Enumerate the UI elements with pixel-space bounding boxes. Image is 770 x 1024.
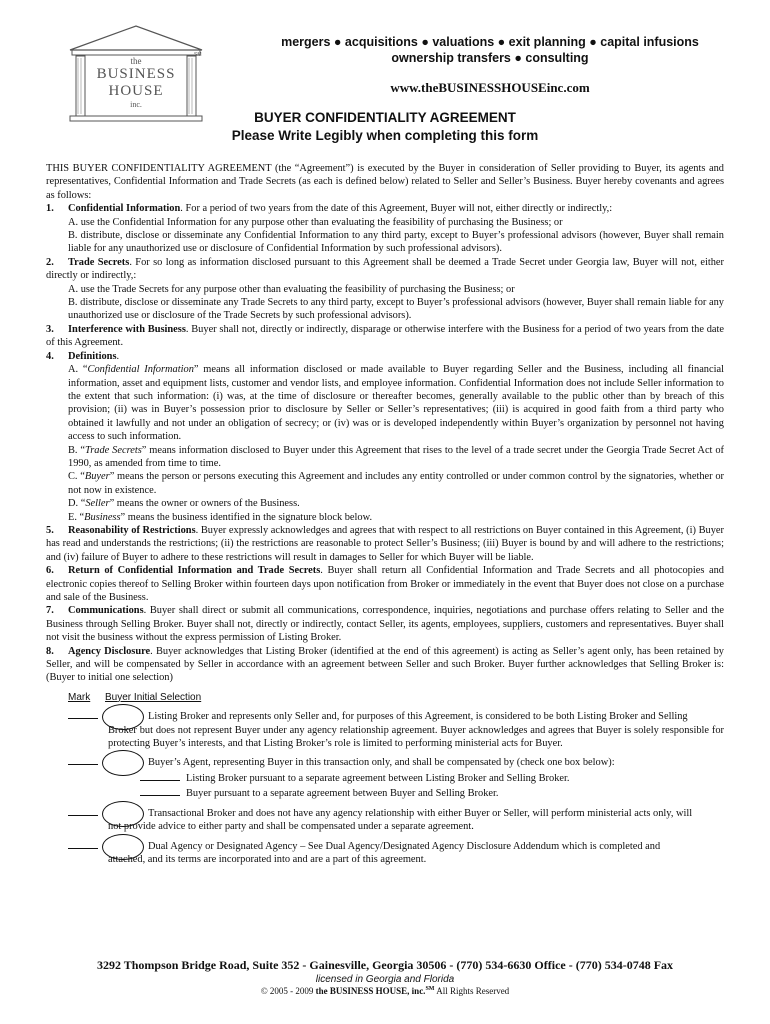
section-number: 3.: [46, 323, 54, 335]
section-number: 2.: [46, 256, 54, 268]
section-2: [46, 256, 724, 283]
suboption-text: Listing Broker pursuant to a separate agreement between Listing Broker and Selling Broker.: [186, 772, 570, 784]
agreement-body: [46, 162, 724, 866]
option-buyers-agent: [46, 756, 724, 769]
def-term: Business: [84, 511, 121, 523]
check-blank[interactable]: [140, 780, 180, 781]
copyright-sm: SM: [425, 986, 435, 992]
services-line-1: mergers ● acquisitions ● valuations ● exit planning ● capital infusions: [281, 35, 699, 49]
section-heading: Agency Disclosure: [68, 645, 151, 657]
definition-c: [46, 470, 724, 497]
def-prefix: C. “: [68, 471, 85, 483]
footer-address: 3292 Thompson Bridge Road, Suite 352 - Gainesville, Georgia 30506 - (770) 534-6630 Office - (770) 534-0748 Fax: [96, 958, 674, 972]
mark-blank[interactable]: [68, 848, 98, 849]
option-text-cont: not provide advice to either party and shall be compensated under a separate agreement.: [108, 821, 474, 833]
mark-blank[interactable]: [68, 815, 98, 816]
section-7: [46, 604, 724, 644]
def-text: ” means information disclosed to Buyer under this Agreement that rises to the level of a trade secret under the Georgia Trade Secret Act of 1990, as amended from time to time.: [68, 444, 724, 469]
footer-copyright: [0, 986, 770, 996]
def-text: ” means all information disclosed or made available to Buyer regarding Seller and the Business, including all financial information, asset and equipment lists, customer and vendor lists, and employee information. Confidential Information does not include Seller information to the extent that such information: (i) was, at the time of disclosure or thereafter becomes, generally available to the public other than by breach of this provision; (ii) was in Buyer’s possession prior to disclosure by Seller or Seller’s representatives; (iii) is acquired in good faith from a third party who obtained it lawfully and not under an obligation of secrecy; or (iv) was or is developed independently within Buyer’s organization by personnel not having access to such information.: [68, 364, 724, 443]
section-8: [46, 645, 724, 685]
section-text: . Buyer shall return all Confidential Information and Trade Secrets and all photocopies and electronic copies thereof to Selling Broker within fourteen days upon notification from Broker or immediately in the event that Buyer does not close on a purchase and sale of the Business.: [46, 565, 725, 603]
website-url[interactable]: www.theBUSINESSHOUSEinc.com: [390, 80, 590, 95]
section-2-b: B. distribute, disclose or disseminate any Trade Secrets to any third party, except to Buyer’s professional advisors (however, Buyer shall remain liable for any unauthorized use or disclosure of the Trade Secrets by such professional advisors).: [68, 297, 724, 322]
option-text: Dual Agency or Designated Agency – See Dual Agency/Designated Agency Disclosure Addendum which is completed and: [148, 840, 661, 852]
section-heading: Definitions: [68, 350, 117, 362]
section-1: [46, 202, 724, 215]
section-number: 8.: [46, 645, 54, 657]
section-1-b: B. distribute, disclose or disseminate any Confidential Information to any third party, except to Buyer’s professional advisors (however, Buyer shall remain liable for any unauthorized use or disclosure of Confidential Information by such professional advisors).: [68, 230, 724, 255]
option-transactional-broker: [46, 807, 724, 834]
section-heading: Interference with Business: [68, 323, 186, 335]
section-number: 6.: [46, 565, 54, 577]
section-number: 5.: [46, 524, 54, 536]
option-text: Listing Broker and represents only Seller and, for purposes of this Agreement, is considered to be both Listing Broker and Selling: [148, 711, 688, 723]
section-number: 7.: [46, 605, 54, 617]
logo-sm-mark: SM: [194, 52, 202, 58]
copyright-suffix: All Rights Reserved: [434, 986, 510, 996]
section-text: . Buyer expressly acknowledges and agrees that with respect to all restrictions on Buyer contained in this Agreement, (i) Buyer has read and understands the restrictions; (ii) the restrictions are reasonable to protect Seller’s Business; (iii) Buyer is bound by and will adhere to the restrictions; and (iv) failure of Buyer to adhere to these restrictions will result in damages to Seller for which Buyer will be liable.: [46, 524, 724, 563]
suboption-buyer: [46, 787, 724, 800]
def-prefix: A. “: [68, 364, 88, 376]
mark-blank[interactable]: [68, 764, 98, 765]
definition-d: [46, 497, 724, 510]
section-text: . Buyer shall not, directly or indirectly, disparage or otherwise interfere with the Business for a period of two years from the date of this Agreement.: [46, 323, 724, 349]
document-title: BUYER CONFIDENTIALITY AGREEMENT: [254, 110, 516, 125]
suboption-listing-broker: [46, 772, 724, 785]
services-line-2: ownership transfers ● consulting: [391, 51, 589, 65]
section-1-a: A. use the Confidential Information for any purpose other than evaluating the feasibility of purchasing the Business; or: [68, 216, 563, 228]
definition-e: [46, 511, 724, 524]
logo-text-business: BUSINESS: [96, 66, 176, 82]
section-4: 4. Definitions.: [46, 350, 120, 362]
option-text: Transactional Broker and does not have any agency relationship with either Buyer or Seller, will perform ministerial acts only, will: [148, 807, 693, 819]
section-6: [46, 564, 724, 604]
def-text: ” means the owner or owners of the Business.: [109, 498, 300, 510]
def-text: ” means the business identified in the signature block below.: [120, 511, 373, 523]
logo-text-the: the: [130, 56, 142, 66]
section-heading: Reasonability of Restrictions: [68, 524, 196, 536]
option-dual-agency: [46, 840, 724, 867]
mark-column-label: Mark: [68, 691, 91, 703]
logo-text-inc: inc.: [130, 100, 142, 109]
def-text: ” means the person or persons executing this Agreement and includes any entity controlled or under common control by the signatories, whether or not now in existence.: [68, 471, 724, 496]
definition-a: [46, 363, 724, 443]
mark-blank[interactable]: [68, 718, 98, 719]
option-text-cont: Broker but does not represent Buyer under any agency relationship agreement. Buyer acknowledges and agrees that Buyer is solely responsible for protecting Buyer’s interests, and that Listing Broker’s role is limited to performing ministerial acts for Buyer.: [108, 724, 724, 750]
section-text: . For so long as information disclosed pursuant to this Agreement shall be deemed a Trade Secret under Georgia law, Buyer will not, either directly or indirectly,:: [46, 256, 724, 282]
section-heading: Trade Secrets: [68, 256, 130, 268]
section-2-a: A. use the Trade Secrets for any purpose other than evaluating the feasibility of purchasing the Business; or: [68, 283, 515, 295]
option-listing-broker: [46, 710, 724, 750]
def-term: Seller: [85, 498, 110, 510]
document-subtitle: Please Write Legibly when completing this form: [231, 128, 539, 143]
footer-licensed: licensed in Georgia and Florida: [315, 974, 455, 985]
initial-oval[interactable]: [102, 801, 144, 827]
section-number: 1.: [46, 203, 54, 215]
section-heading: Confidential Information: [68, 203, 181, 215]
section-text: . Buyer shall direct or submit all communications, correspondence, inquiries, negotiations and purchase offers relating to Seller and the Business through Selling Broker. Buyer shall not, directly or indirectly, contact Seller, its agents, employees, suppliers, customers and representatives. Buyer shall not visit the business without the express permission of Listing Broker.: [46, 605, 724, 644]
initial-oval[interactable]: [102, 834, 144, 860]
def-term: Buyer: [84, 471, 110, 483]
def-term: Confidential Information: [87, 364, 194, 376]
intro-paragraph: THIS BUYER CONFIDENTIALITY AGREEMENT (the “Agreement”) is executed by the Buyer in consideration of Seller providing to Buyer, its agents and representatives, Confidential Information and Trade Secrets (as each is defined below) related to Seller and Seller’s Business. Buyer hereby covenants and agrees as follows:: [46, 163, 724, 201]
mark-header: [68, 691, 724, 704]
def-prefix: D. “: [68, 498, 86, 510]
copyright-brand: the BUSINESS HOUSE, inc.: [315, 986, 426, 996]
section-heading: Communications: [68, 605, 144, 617]
suboption-text: Buyer pursuant to a separate agreement between Buyer and Selling Broker.: [186, 788, 499, 800]
option-text: Buyer’s Agent, representing Buyer in this transaction only, and shall be compensated by (check one box below):: [148, 757, 615, 769]
def-prefix: B. “: [68, 444, 86, 456]
section-3: [46, 323, 724, 350]
section-5: [46, 524, 724, 564]
section-heading: Return of Confidential Information and Trade Secrets: [68, 565, 321, 577]
option-text-cont: attached, and its terms are incorporated into and are a part of this agreement.: [108, 853, 427, 865]
logo-text-house: HOUSE: [108, 83, 164, 99]
initial-column-label: Buyer Initial Selection: [105, 691, 202, 703]
def-term: Trade Secrets: [85, 444, 142, 456]
def-prefix: E. “: [68, 511, 85, 523]
check-blank[interactable]: [140, 795, 180, 796]
definition-b: [46, 444, 724, 471]
section-text: . Buyer acknowledges that Listing Broker (identified at the end of this agreement) is acting as Seller’s agent only, has been retained by Seller, and will be compensated by Seller in accordance with an agreement between Seller and such Broker. Buyer further acknowledges that Selling Broker is: (Buyer to initial one selection): [46, 645, 724, 684]
section-text: . For a period of two years from the date of this Agreement, Buyer will not, either directly or indirectly,:: [180, 203, 613, 215]
business-house-logo: [66, 24, 206, 124]
section-number: 4.: [46, 350, 54, 362]
copyright-prefix: © 2005 - 2009: [260, 986, 316, 996]
